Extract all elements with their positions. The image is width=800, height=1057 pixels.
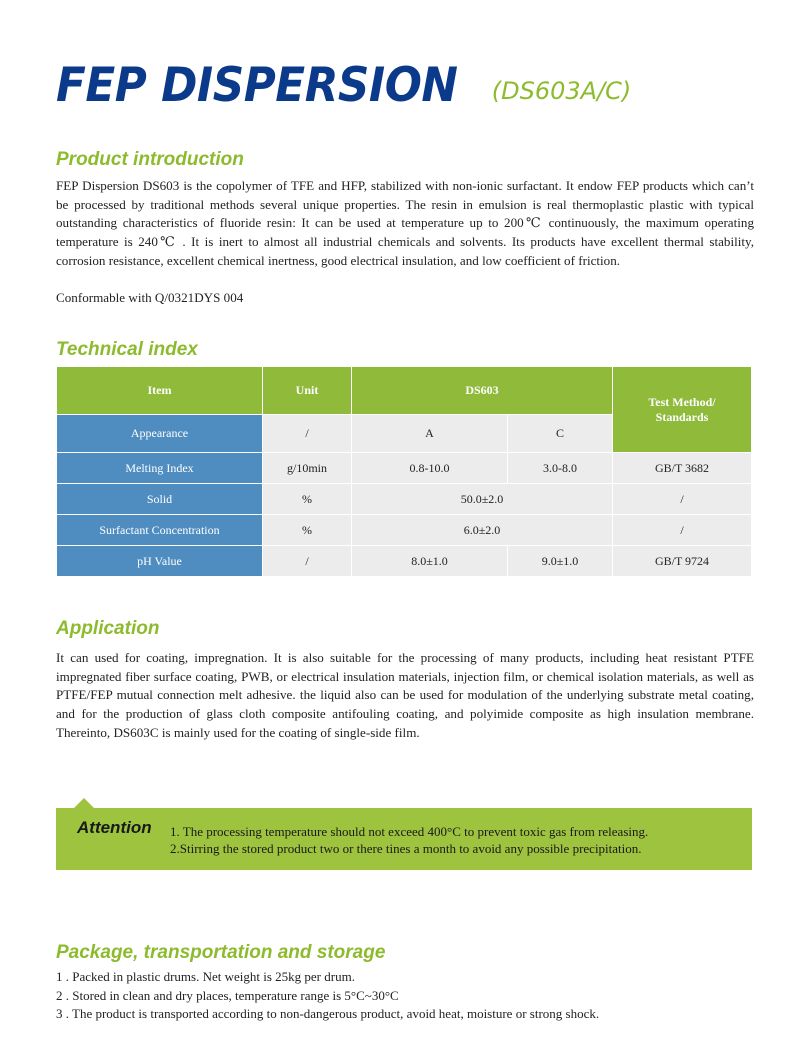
melting-test: GB/T 3682: [613, 453, 752, 484]
header-item: Item: [57, 367, 263, 415]
heading-application: Application: [56, 618, 160, 639]
product-introduction-body: FEP Dispersion DS603 is the copolymer of TFE and HFP, stabilized with non-ionic surfactant. It endow FEP products which can’t be processed by traditional methods several unique properties. The resin in emulsion is real thermoplastic plastic with typical outstanding characteristics of fluoride resin: It can be used at temperature up to 200℃ continuously, the maximum operating temperature is 240℃ . It is inert to almost all industrial chemicals and solvents. Its products have excellent thermal stability, corrosion resistance, excellent chemical inertness, good electrical insulation, and low coefficient of friction.: [56, 178, 754, 268]
solid-value: 50.0±2.0: [352, 484, 613, 515]
solid-unit: %: [263, 484, 352, 515]
ph-c: 9.0±1.0: [508, 546, 613, 577]
row-label-surfactant: Surfactant Concentration: [57, 515, 263, 546]
heading-package: Package, transportation and storage: [56, 942, 386, 963]
row-label-appearance: Appearance: [57, 415, 263, 453]
ph-a: 8.0±1.0: [352, 546, 508, 577]
table-row: [57, 453, 752, 484]
row-label-solid: Solid: [57, 484, 263, 515]
header-unit: Unit: [263, 367, 352, 415]
heading-product-introduction: Product introduction: [56, 149, 244, 170]
attention-item: 1. The processing temperature should not exceed 400°C to prevent toxic gas from releasing.: [170, 824, 649, 839]
attention-item: 2.Stirring the stored product two or there tines a month to avoid any possible precipitation.: [170, 841, 642, 856]
title-main: FEP DISPERSION: [56, 58, 458, 113]
surfactant-unit: %: [263, 515, 352, 546]
header-ds603: DS603: [352, 367, 613, 415]
ph-test: GB/T 9724: [613, 546, 752, 577]
package-item: 2 . Stored in clean and dry places, temperature range is 5°C~30°C: [56, 987, 399, 1003]
melting-unit: g/10min: [263, 453, 352, 484]
melting-a: 0.8-10.0: [352, 453, 508, 484]
solid-test: /: [613, 484, 752, 515]
application-body: It can used for coating, impregnation. It is also suitable for the processing of many products, including heat resistant PTFE impregnated fiber surface coating, PWB, or electrical insulation materials, injection film, or chemical isolation materials, as well as PTFE/FEP mutual connection melt adhesive. the liquid also can be used for modulation of the underlying substrate metal coating, and for the production of glass cloth composite antifouling coating, and polyimide composite as high insulation membrane. Thereinto, DS603C is mainly used for the coating of single-side film.: [56, 650, 754, 740]
package-item: 3 . The product is transported according to non-dangerous product, avoid heat, moisture or strong shock.: [56, 1006, 600, 1021]
package-item: 1 . Packed in plastic drums. Net weight is 25kg per drum.: [56, 969, 355, 984]
product-introduction-text: [56, 177, 754, 271]
table-row: [57, 546, 752, 577]
technical-index-table: [56, 366, 752, 577]
surfactant-value: 6.0±2.0: [352, 515, 613, 546]
appearance-a: A: [352, 415, 508, 453]
surfactant-test: /: [613, 515, 752, 546]
conformable-standard: Conformable with Q/0321DYS 004: [56, 290, 244, 305]
page-title: [56, 58, 631, 113]
attention-pointer: [74, 798, 94, 808]
ph-unit: /: [263, 546, 352, 577]
appearance-c: C: [508, 415, 613, 453]
table-row: [57, 515, 752, 546]
table-header-row: [57, 367, 752, 415]
attention-list: [170, 823, 648, 857]
row-label-ph: pH Value: [57, 546, 263, 577]
header-test-method: Test Method/ Standards: [613, 367, 752, 453]
package-list: [56, 968, 599, 1024]
attention-label: Attention: [77, 818, 152, 837]
title-model: (DS603A/C): [491, 77, 632, 105]
application-text: [56, 649, 754, 743]
appearance-unit: /: [263, 415, 352, 453]
heading-technical-index: Technical index: [56, 339, 198, 360]
table-row: [57, 484, 752, 515]
row-label-melting-index: Melting Index: [57, 453, 263, 484]
melting-c: 3.0-8.0: [508, 453, 613, 484]
